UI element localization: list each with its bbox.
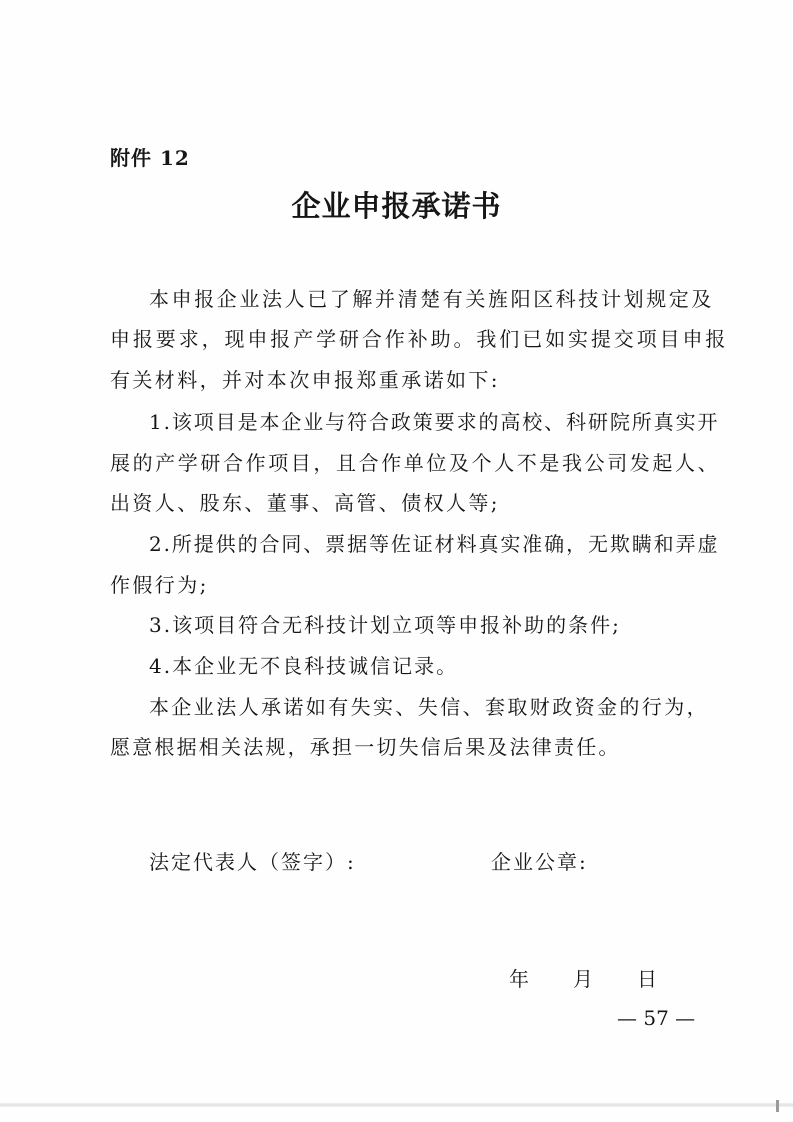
body-line: 本企业法人承诺如有失实、失信、套取财政资金的行为， xyxy=(149,695,709,719)
body-line: 3.该项目符合无科技计划立项等申报补助的条件; xyxy=(149,613,621,637)
date-day-label: 日 xyxy=(637,967,657,991)
company-seal-label: 企业公章: xyxy=(491,850,588,874)
page-number: — 57 — xyxy=(617,1006,696,1030)
body-line: 展的产学研合作项目，且合作单位及个人不是我公司发起人、 xyxy=(110,451,721,475)
body-line: 出资人、股东、董事、高管、债权人等; xyxy=(110,491,500,515)
scan-mark xyxy=(776,1100,779,1112)
body-line: 本申报企业法人已了解并清楚有关旌阳区科技计划规定及 xyxy=(149,287,714,311)
body-line: 愿意根据相关法规，承担一切失信后果及法律责任。 xyxy=(110,735,621,759)
legal-representative-signature-label: 法定代表人（签字）: xyxy=(149,850,356,874)
body-line: 4.本企业无不良科技诚信记录。 xyxy=(149,654,459,678)
document-title: 企业申报承诺书 xyxy=(291,189,502,223)
body-line: 1.该项目是本企业与符合政策要求的高校、科研院所真实开 xyxy=(149,410,720,434)
attachment-label: 附件 12 xyxy=(110,146,190,170)
body-line: 有关材料，并对本次申报郑重承诺如下: xyxy=(110,368,500,392)
body-line: 作假行为; xyxy=(110,573,209,597)
body-line: 申报要求，现申报产学研合作补助。我们已如实提交项目申报 xyxy=(110,327,729,351)
date-year-label: 年 xyxy=(509,967,529,991)
date-month-label: 月 xyxy=(573,967,593,991)
body-line: 2.所提供的合同、票据等佐证材料真实准确，无欺瞒和弄虚 xyxy=(149,532,720,556)
scan-edge-divider xyxy=(0,1103,793,1107)
